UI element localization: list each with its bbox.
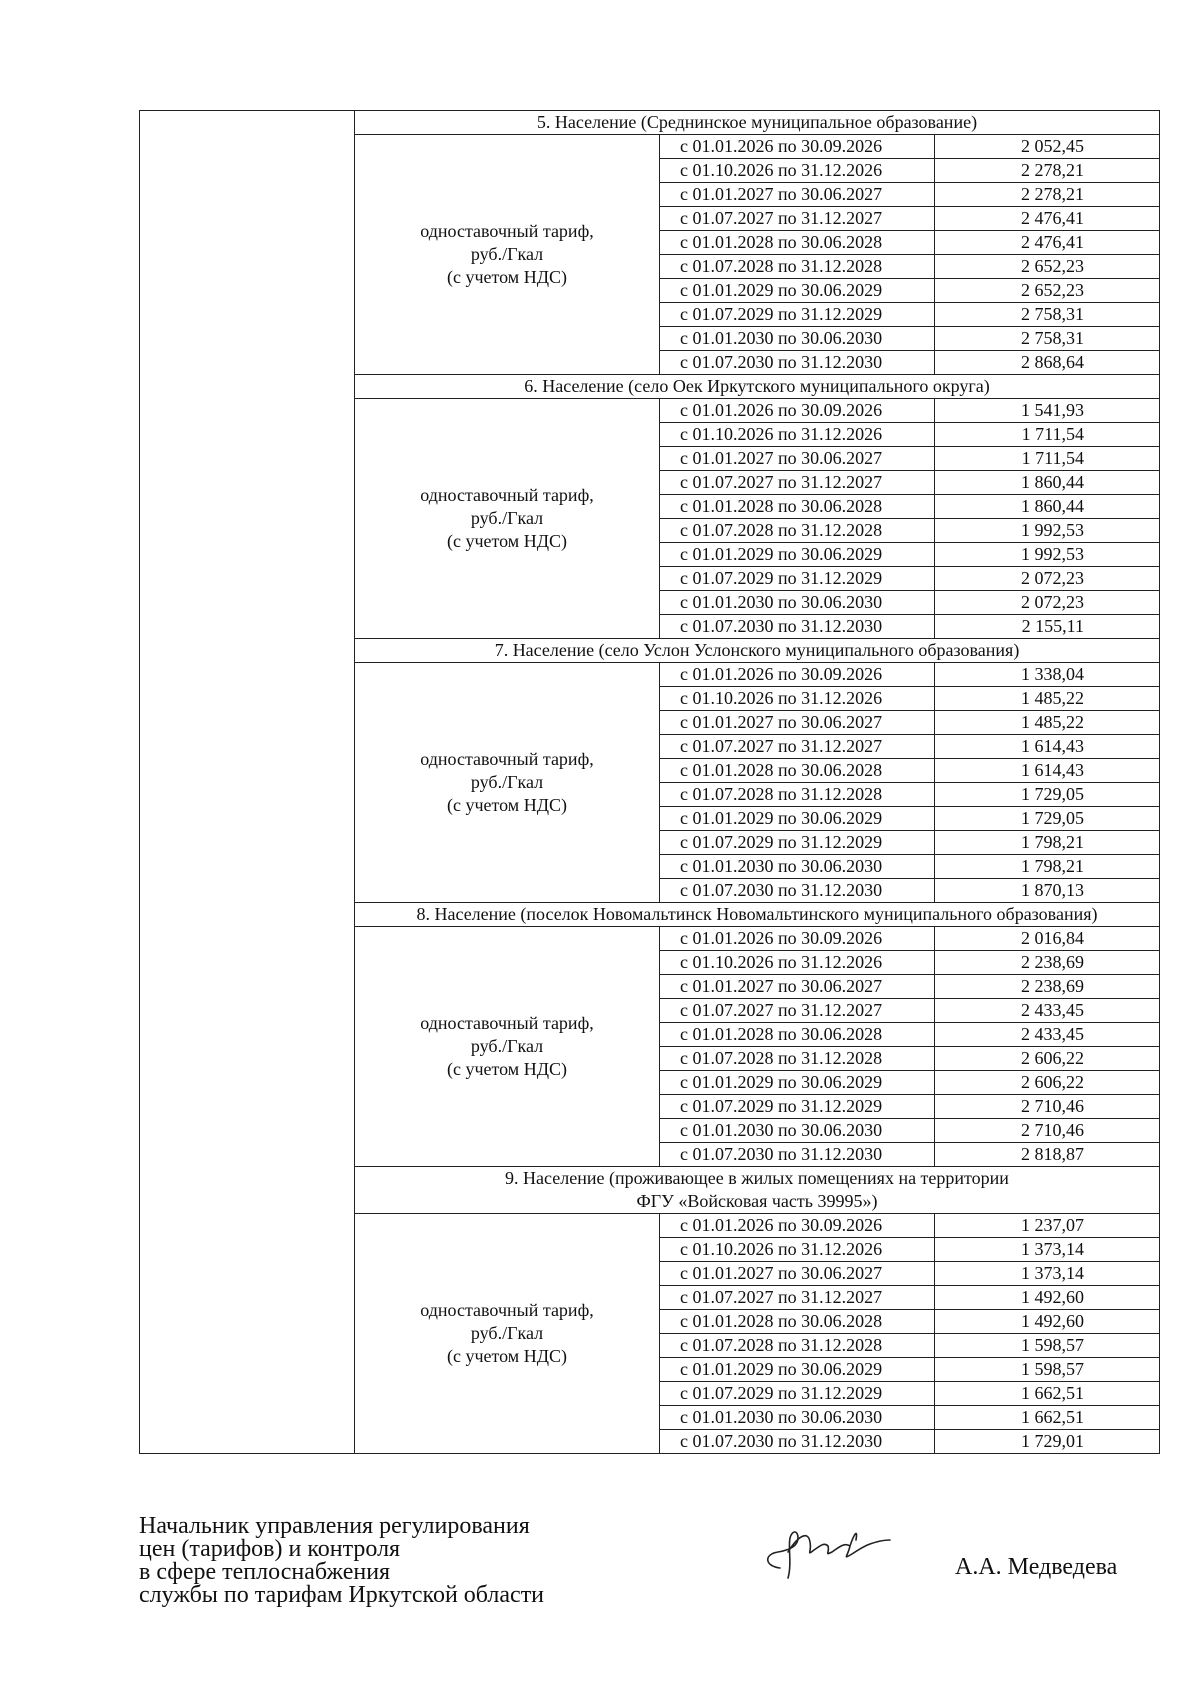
period-cell: с 01.01.2030 по 30.06.2030 — [660, 591, 935, 615]
period-cell: с 01.10.2026 по 31.12.2026 — [660, 687, 935, 711]
tariff-type — [355, 1214, 660, 1454]
tariff-value-cell: 1 662,51 — [935, 1382, 1160, 1406]
tariff-type-line: руб./Гкал — [470, 1323, 544, 1343]
tariff-value-cell: 1 338,04 — [935, 663, 1160, 687]
period-cell: с 01.07.2027 по 31.12.2027 — [660, 1286, 935, 1310]
tariff-value-cell: 2 652,23 — [935, 279, 1160, 303]
tariff-value-cell: 2 433,45 — [935, 1023, 1160, 1047]
tariff-value-cell: 2 606,22 — [935, 1071, 1160, 1095]
tariff-type-line: (с учетом НДС) — [447, 531, 567, 551]
signature-position — [139, 1515, 544, 1607]
tariff-value-cell: 1 711,54 — [935, 447, 1160, 471]
section-title-line: ФГУ «Войсковая часть 39995») — [636, 1191, 878, 1211]
tariff-value-cell: 1 860,44 — [935, 495, 1160, 519]
section-title: 7. Население (село Услон Услонского муниципального образования) — [355, 639, 1160, 663]
tariff-value-cell: 2 072,23 — [935, 567, 1160, 591]
tariff-value-cell: 1 729,01 — [935, 1430, 1160, 1454]
tariff-value-cell: 2 278,21 — [935, 183, 1160, 207]
position-line: Начальник управления регулирования — [139, 1513, 530, 1539]
period-cell: с 01.01.2028 по 30.06.2028 — [660, 1310, 935, 1334]
tariff-value-cell: 2 433,45 — [935, 999, 1160, 1023]
period-cell: с 01.01.2028 по 30.06.2028 — [660, 231, 935, 255]
tariff-type — [355, 927, 660, 1167]
period-cell: с 01.01.2026 по 30.09.2026 — [660, 1214, 935, 1238]
tariff-value-cell: 2 710,46 — [935, 1119, 1160, 1143]
position-line: в сфере теплоснабжения — [139, 1559, 391, 1585]
tariff-table — [139, 110, 1160, 1454]
tariff-value-cell: 2 238,69 — [935, 951, 1160, 975]
section-title: 8. Население (поселок Новомальтинск Новомальтинского муниципального образования) — [355, 903, 1160, 927]
tariff-type — [355, 663, 660, 903]
period-cell: с 01.10.2026 по 31.12.2026 — [660, 159, 935, 183]
handwritten-signature — [758, 1516, 908, 1586]
period-cell: с 01.01.2027 по 30.06.2027 — [660, 711, 935, 735]
tariff-value-cell: 1 992,53 — [935, 543, 1160, 567]
tariff-value-cell: 1 492,60 — [935, 1310, 1160, 1334]
period-cell: с 01.01.2028 по 30.06.2028 — [660, 1023, 935, 1047]
tariff-type-line: руб./Гкал — [470, 244, 544, 264]
period-cell: с 01.01.2028 по 30.06.2028 — [660, 495, 935, 519]
tariff-type-line: одноставочный тариф, — [420, 485, 594, 505]
tariff-value-cell: 1 598,57 — [935, 1334, 1160, 1358]
period-cell: с 01.07.2030 по 31.12.2030 — [660, 351, 935, 375]
period-cell: с 01.07.2030 по 31.12.2030 — [660, 615, 935, 639]
period-cell: с 01.07.2029 по 31.12.2029 — [660, 567, 935, 591]
section-title — [355, 1167, 1160, 1214]
period-cell: с 01.07.2029 по 31.12.2029 — [660, 1382, 935, 1406]
period-cell: с 01.07.2028 по 31.12.2028 — [660, 783, 935, 807]
period-cell: с 01.01.2029 по 30.06.2029 — [660, 543, 935, 567]
period-cell: с 01.07.2027 по 31.12.2027 — [660, 207, 935, 231]
tariff-value-cell: 1 485,22 — [935, 687, 1160, 711]
period-cell: с 01.01.2030 по 30.06.2030 — [660, 327, 935, 351]
signer-name: А.А. Медведева — [955, 1554, 1118, 1580]
tariff-type-line: одноставочный тариф, — [420, 221, 594, 241]
tariff-value-cell: 1 614,43 — [935, 735, 1160, 759]
tariff-type-line: (с учетом НДС) — [447, 795, 567, 815]
tariff-type — [355, 135, 660, 375]
period-cell: с 01.07.2028 по 31.12.2028 — [660, 255, 935, 279]
tariff-value-cell: 1 492,60 — [935, 1286, 1160, 1310]
period-cell: с 01.07.2029 по 31.12.2029 — [660, 1095, 935, 1119]
period-cell: с 01.01.2029 по 30.06.2029 — [660, 807, 935, 831]
period-cell: с 01.07.2028 по 31.12.2028 — [660, 1334, 935, 1358]
period-cell: с 01.01.2030 по 30.06.2030 — [660, 855, 935, 879]
period-cell: с 01.07.2030 по 31.12.2030 — [660, 879, 935, 903]
tariff-type-line: руб./Гкал — [470, 772, 544, 792]
period-cell: с 01.07.2029 по 31.12.2029 — [660, 831, 935, 855]
tariff-value-cell: 1 373,14 — [935, 1238, 1160, 1262]
period-cell: с 01.07.2028 по 31.12.2028 — [660, 1047, 935, 1071]
blank-column — [140, 111, 355, 1454]
position-line: цен (тарифов) и контроля — [139, 1536, 401, 1562]
tariff-type-line: руб./Гкал — [470, 508, 544, 528]
tariff-value-cell: 2 238,69 — [935, 975, 1160, 999]
tariff-value-cell: 2 758,31 — [935, 327, 1160, 351]
period-cell: с 01.01.2027 по 30.06.2027 — [660, 975, 935, 999]
period-cell: с 01.07.2029 по 31.12.2029 — [660, 303, 935, 327]
tariff-value-cell: 2 476,41 — [935, 207, 1160, 231]
tariff-type-line: одноставочный тариф, — [420, 749, 594, 769]
tariff-type — [355, 399, 660, 639]
tariff-value-cell: 2 052,45 — [935, 135, 1160, 159]
period-cell: с 01.07.2028 по 31.12.2028 — [660, 519, 935, 543]
period-cell: с 01.01.2030 по 30.06.2030 — [660, 1406, 935, 1430]
period-cell: с 01.01.2026 по 30.09.2026 — [660, 399, 935, 423]
period-cell: с 01.07.2027 по 31.12.2027 — [660, 999, 935, 1023]
tariff-type-line: (с учетом НДС) — [447, 267, 567, 287]
tariff-value-cell: 1 237,07 — [935, 1214, 1160, 1238]
tariff-value-cell: 1 992,53 — [935, 519, 1160, 543]
tariff-type-line: одноставочный тариф, — [420, 1300, 594, 1320]
period-cell: с 01.07.2030 по 31.12.2030 — [660, 1430, 935, 1454]
tariff-value-cell: 2 072,23 — [935, 591, 1160, 615]
section-title: 5. Население (Среднинское муниципальное образование) — [355, 111, 1160, 135]
tariff-value-cell: 1 662,51 — [935, 1406, 1160, 1430]
tariff-value-cell: 1 860,44 — [935, 471, 1160, 495]
tariff-type-line: (с учетом НДС) — [447, 1346, 567, 1366]
section-title: 6. Население (село Оек Иркутского муниципального округа) — [355, 375, 1160, 399]
period-cell: с 01.01.2029 по 30.06.2029 — [660, 279, 935, 303]
tariff-value-cell: 1 711,54 — [935, 423, 1160, 447]
period-cell: с 01.07.2027 по 31.12.2027 — [660, 735, 935, 759]
position-line: службы по тарифам Иркутской области — [139, 1582, 545, 1608]
period-cell: с 01.01.2026 по 30.09.2026 — [660, 663, 935, 687]
section-header-row — [140, 111, 1160, 135]
period-cell: с 01.10.2026 по 31.12.2026 — [660, 1238, 935, 1262]
period-cell: с 01.01.2029 по 30.06.2029 — [660, 1358, 935, 1382]
period-cell: с 01.01.2027 по 30.06.2027 — [660, 183, 935, 207]
period-cell: с 01.10.2026 по 31.12.2026 — [660, 423, 935, 447]
tariff-value-cell: 2 818,87 — [935, 1143, 1160, 1167]
tariff-value-cell: 1 798,21 — [935, 855, 1160, 879]
tariff-type-line: (с учетом НДС) — [447, 1059, 567, 1079]
tariff-type-line: одноставочный тариф, — [420, 1013, 594, 1033]
tariff-value-cell: 2 758,31 — [935, 303, 1160, 327]
period-cell: с 01.01.2030 по 30.06.2030 — [660, 1119, 935, 1143]
tariff-value-cell: 2 155,11 — [935, 615, 1160, 639]
tariff-value-cell: 1 541,93 — [935, 399, 1160, 423]
period-cell: с 01.01.2028 по 30.06.2028 — [660, 759, 935, 783]
period-cell: с 01.01.2029 по 30.06.2029 — [660, 1071, 935, 1095]
period-cell: с 01.07.2027 по 31.12.2027 — [660, 471, 935, 495]
tariff-value-cell: 2 652,23 — [935, 255, 1160, 279]
period-cell: с 01.07.2030 по 31.12.2030 — [660, 1143, 935, 1167]
period-cell: с 01.01.2027 по 30.06.2027 — [660, 447, 935, 471]
tariff-value-cell: 1 798,21 — [935, 831, 1160, 855]
tariff-value-cell: 1 485,22 — [935, 711, 1160, 735]
tariff-value-cell: 1 729,05 — [935, 807, 1160, 831]
period-cell: с 01.01.2026 по 30.09.2026 — [660, 927, 935, 951]
period-cell: с 01.01.2027 по 30.06.2027 — [660, 1262, 935, 1286]
period-cell: с 01.10.2026 по 31.12.2026 — [660, 951, 935, 975]
tariff-value-cell: 2 710,46 — [935, 1095, 1160, 1119]
tariff-value-cell: 1 598,57 — [935, 1358, 1160, 1382]
tariff-value-cell: 2 278,21 — [935, 159, 1160, 183]
tariff-value-cell: 1 373,14 — [935, 1262, 1160, 1286]
tariff-value-cell: 2 016,84 — [935, 927, 1160, 951]
tariff-value-cell: 2 606,22 — [935, 1047, 1160, 1071]
tariff-type-line: руб./Гкал — [470, 1036, 544, 1056]
tariff-value-cell: 2 868,64 — [935, 351, 1160, 375]
tariff-value-cell: 1 729,05 — [935, 783, 1160, 807]
tariff-value-cell: 1 870,13 — [935, 879, 1160, 903]
tariff-value-cell: 1 614,43 — [935, 759, 1160, 783]
tariff-value-cell: 2 476,41 — [935, 231, 1160, 255]
section-title-line: 9. Население (проживающее в жилых помещениях на территории — [505, 1168, 1009, 1188]
period-cell: с 01.01.2026 по 30.09.2026 — [660, 135, 935, 159]
